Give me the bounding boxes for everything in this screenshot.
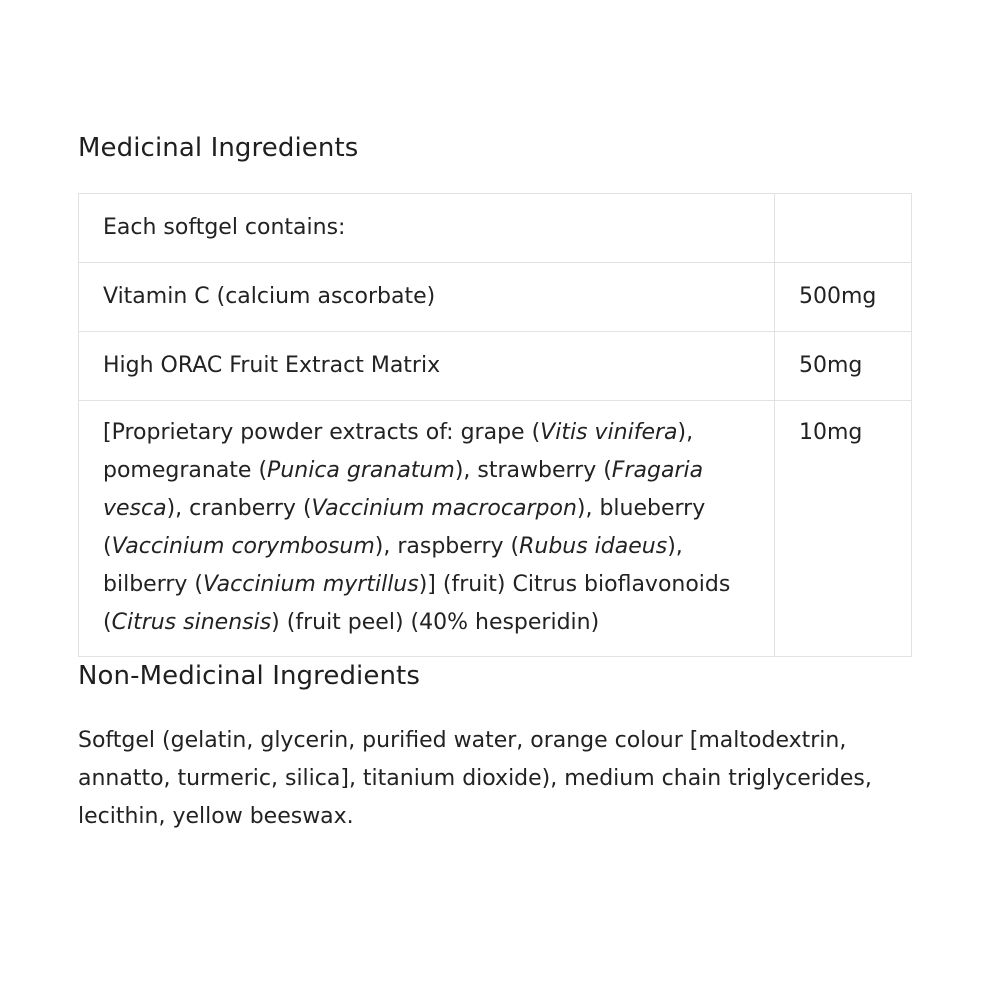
table-header-row [79, 194, 912, 263]
extract-segment: ), raspberry ( [374, 534, 520, 559]
ingredient-name-orac-matrix: High ORAC Fruit Extract Matrix [79, 332, 775, 401]
extract-segment-latin: Vaccinium macrocarpon [311, 496, 577, 521]
extract-segment: ), strawberry ( [454, 458, 612, 483]
table-row [79, 401, 912, 657]
medicinal-ingredients-heading: Medicinal Ingredients [78, 133, 359, 163]
ingredient-amount-orac-matrix: 50mg [775, 332, 912, 401]
proprietary-extracts-description [79, 401, 775, 657]
extract-segment-latin: Citrus sinensis [111, 610, 272, 635]
table-row [79, 263, 912, 332]
each-softgel-contains-label: Each softgel contains: [79, 194, 775, 263]
extract-segment: ) (fruit peel) (40% hesperidin) [271, 610, 600, 635]
extract-segment: ), bilberry ( [103, 534, 683, 597]
table-row [79, 332, 912, 401]
extract-segment: ), pomegranate ( [103, 420, 694, 483]
extract-segment-latin: Vitis vinifera [540, 420, 678, 445]
extract-segment: ), cranberry ( [166, 496, 312, 521]
extract-segment: ), blueberry ( [103, 496, 706, 559]
non-medicinal-ingredients-text: Softgel (gelatin, glycerin, purified water, orange colour [maltodextrin, annatto, turmeric, silica], titanium dioxide), medium chain triglycerides, lecithin, yellow beeswax. [78, 728, 872, 829]
ingredient-amount-vitamin-c: 500mg [775, 263, 912, 332]
extract-segment-latin: Vaccinium corymbosum [111, 534, 375, 559]
extract-segment-latin: Punica granatum [267, 458, 455, 483]
ingredient-amount-extracts: 10mg [775, 401, 912, 657]
header-amount-cell [775, 194, 912, 263]
extract-segment-latin: Fragaria vesca [103, 458, 704, 521]
extract-segment: )] (fruit) Citrus bioflavonoids ( [103, 572, 731, 635]
ingredient-name-vitamin-c: Vitamin C (calcium ascorbate) [79, 263, 775, 332]
ingredients-section [78, 120, 912, 836]
non-medicinal-ingredients-heading: Non-Medicinal Ingredients [78, 661, 420, 691]
extract-segment-latin: Rubus idaeus [519, 534, 668, 559]
extract-segment-latin: Vaccinium myrtillus [203, 572, 419, 597]
extract-segment: [Proprietary powder extracts of: grape ( [103, 420, 541, 445]
medicinal-ingredients-table [78, 193, 912, 657]
